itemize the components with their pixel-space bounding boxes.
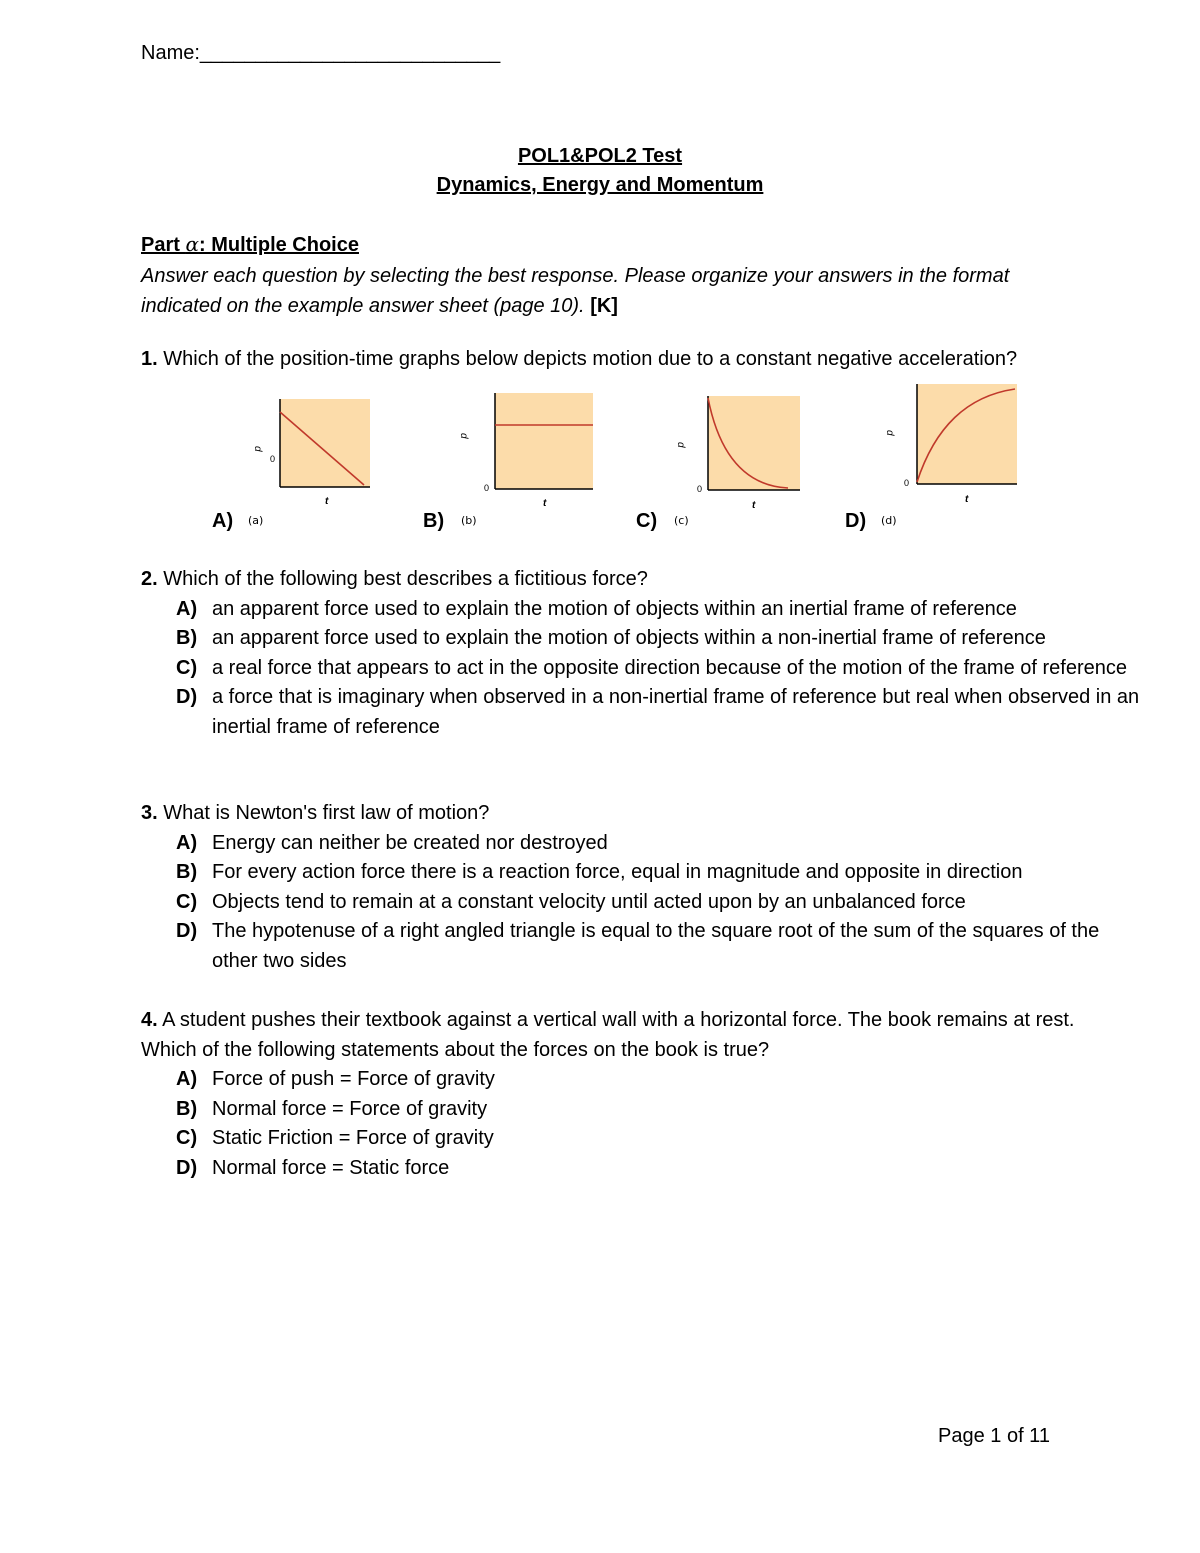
choice-label: C) [636,510,658,532]
option-text: The hypotenuse of a right angled triangle is equal to the square root of the sum of the squares of the other two sides [212,920,1100,972]
option-label: B) [176,861,198,884]
graph-b-plot [455,388,600,508]
question-1 [141,345,1141,375]
question-text: Which of the position-time graphs below depicts motion due to a constant negative acceleration? [163,348,1018,370]
graph-area [280,399,370,487]
graph-d [845,382,1022,532]
part-heading-prefix: Part [141,234,186,256]
graph-a-plot [240,394,380,509]
option-text: a force that is imaginary when observed in a non-inertial frame of reference but real when observed in an inertial frame of reference [212,686,1140,738]
graph-sub-label: (c) [674,514,689,527]
option-label: C) [176,890,198,913]
x-axis-label: t [752,500,756,511]
y-axis-label: d [675,442,686,448]
graph-a [212,394,380,532]
y-axis-label: d [252,446,263,452]
graph-area [917,384,1017,484]
option-d[interactable] [141,683,1141,742]
graph-b [423,388,600,532]
choice-label: A) [212,510,234,532]
graph-options [0,380,1200,540]
graph-sub-label: (d) [881,514,897,527]
graph-c [636,394,808,532]
option-label: B) [176,627,198,650]
graph-c-plot [668,394,808,514]
graph-area [495,393,593,489]
graph-sub-label: (b) [461,514,477,527]
origin-label: 0 [270,454,276,464]
question-number: 4. [141,1009,158,1031]
option-text: Force of push = Force of gravity [212,1068,495,1091]
y-axis-label: d [458,433,469,439]
part-heading-suffix: : Multiple Choice [198,234,359,256]
option-text: Static Friction = Force of gravity [212,1127,494,1150]
option-label: D) [176,1156,198,1179]
option-text: For every action force there is a reaction force, equal in magnitude and opposite in direction [212,861,1023,884]
option-label: C) [176,1127,198,1150]
option-text: an apparent force used to explain the motion of objects within a non-inertial frame of reference [212,627,1046,650]
instructions-text: Answer each question by selecting the best response. Please organize your answers in the format indicated on the example answer sheet (page 10). [141,265,1010,317]
y-axis-label: d [884,430,895,436]
question-text: What is Newton's first law of motion? [163,802,490,824]
x-axis-label: t [965,494,969,505]
question-stem [141,1006,1131,1065]
name-field-label: Name:___________________________ [141,42,501,64]
option-c[interactable] [141,1124,1131,1154]
question-text: A student pushes their textbook against a vertical wall with a horizontal force. The book remains at rest. Which of the following statements about the forces on the book is true? [141,1009,1075,1061]
part-heading [141,232,359,257]
question-2 [141,565,1141,743]
x-axis-label: t [325,496,329,507]
choice-label: D) [845,510,867,532]
option-text: Objects tend to remain at a constant velocity until acted upon by an unbalanced force [212,890,966,913]
option-text: Energy can neither be created nor destroyed [212,831,608,854]
question-text: Which of the following best describes a fictitious force? [163,568,648,590]
option-c[interactable] [141,888,1141,918]
option-b[interactable] [141,858,1141,888]
origin-label: 0 [484,483,490,493]
test-title: POL1&POL2 Test [517,145,683,167]
option-text: Normal force = Force of gravity [212,1097,488,1120]
instructions-tag: [K] [590,295,618,317]
option-text: a real force that appears to act in the opposite direction because of the motion of the frame of reference [212,656,1127,679]
graph-sub-label: (a) [248,514,264,527]
option-label: D) [176,686,198,709]
option-label: A) [176,597,198,620]
option-d[interactable] [141,1154,1131,1184]
graph-d-plot [877,382,1022,507]
option-text: Normal force = Static force [212,1156,450,1179]
question-number: 3. [141,802,158,824]
option-b[interactable] [141,624,1141,654]
instructions [141,261,1061,321]
part-heading-symbol: α [185,232,199,256]
question-number: 2. [141,568,158,590]
page-number: Page 1 of 11 [938,1425,1050,1447]
question-4 [141,1006,1131,1184]
origin-label: 0 [697,484,703,494]
option-label: A) [176,831,198,854]
question-stem [141,565,1141,595]
option-label: D) [176,920,198,943]
origin-label: 0 [904,478,910,488]
option-a[interactable] [141,595,1141,625]
option-d[interactable] [141,917,1141,976]
option-c[interactable] [141,654,1141,684]
question-number: 1. [141,348,158,370]
option-label: C) [176,656,198,679]
option-label: B) [176,1097,198,1120]
question-3 [141,799,1141,977]
option-text: an apparent force used to explain the motion of objects within an inertial frame of reference [212,597,1017,620]
question-stem [141,799,1141,829]
x-axis-label: t [543,498,547,509]
option-label: A) [176,1068,198,1091]
option-a[interactable] [141,1065,1131,1095]
test-subtitle: Dynamics, Energy and Momentum [436,174,764,196]
option-b[interactable] [141,1095,1131,1125]
choice-label: B) [423,510,445,532]
option-a[interactable] [141,829,1141,859]
